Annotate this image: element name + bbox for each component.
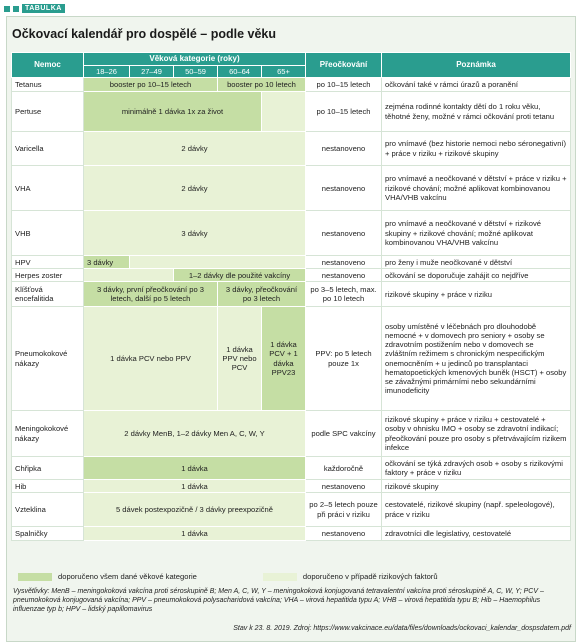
schedule-cell: 2 dávky [84, 132, 306, 166]
table-row [12, 527, 571, 541]
header-age: 50–59 [174, 66, 218, 78]
disease-name: Hib [12, 480, 84, 493]
header-age: 27–49 [130, 66, 174, 78]
disease-name: Vzteklina [12, 493, 84, 527]
schedule-cell: 1 dávka PCV nebo PPV [84, 307, 218, 411]
disease-name: Meningokokové nákazy [12, 411, 84, 457]
schedule-cell-empty [130, 256, 306, 269]
table-row [12, 256, 571, 269]
schedule-cell: 2 dávky [84, 166, 306, 211]
disease-name: Klíšťová encefalitida [12, 282, 84, 307]
table-row [12, 269, 571, 282]
note-cell: očkování se týká zdravých osob + osoby s rizikovými faktory + práce v riziku [382, 457, 571, 480]
legend-swatch-risk [263, 573, 297, 581]
disease-name: Varicella [12, 132, 84, 166]
revaccination-cell: nestanoveno [306, 256, 382, 269]
table-row [12, 493, 571, 527]
note-cell: cestovatelé, rizikové skupiny (např. speleologové), práce v riziku [382, 493, 571, 527]
revaccination-cell: nestanoveno [306, 166, 382, 211]
schedule-cell: 3 dávky [84, 211, 306, 256]
table-row [12, 480, 571, 493]
tag-label: TABULKA [22, 4, 65, 13]
note-cell: zdravotníci dle legislativy, cestovatelé [382, 527, 571, 541]
schedule-cell: 2 dávky MenB, 1–2 dávky Men A, C, W, Y [84, 411, 306, 457]
table-row [12, 132, 571, 166]
revaccination-cell: nestanoveno [306, 527, 382, 541]
table-row [12, 78, 571, 92]
table-row [12, 411, 571, 457]
note-cell: zejména rodinné kontakty dětí do 1 roku věku, těhotné ženy, možné v rámci očkování proti tetanu [382, 92, 571, 132]
table-row [12, 92, 571, 132]
header-age-category: Věková kategorie (roky) [84, 53, 306, 66]
note-cell: očkování také v rámci úrazů a poranění [382, 78, 571, 92]
revaccination-cell: nestanoveno [306, 480, 382, 493]
table-row [12, 166, 571, 211]
note-cell: osoby umístěné v léčebnách pro dlouhodobě nemocné + v domovech pro seniory + osoby se zdravotním postižením nebo v domovech se zvláštním režimem s chronickým nespecifickým onemocněním + u jedinců po transplantaci hematopoetických kmenových buněk (HSCT) + osoby se závažnými primárními nebo sekundárními imunodeficity [382, 307, 571, 411]
note-cell: rizikové skupiny + práce v riziku + cestovatelé + osoby v ohnisku IMO + osoby se zdravotní indikací; přeočkování pouze pro osoby s přetrvávajícím rizikem infekce [382, 411, 571, 457]
revaccination-cell: každoročně [306, 457, 382, 480]
tag-square-icon [4, 6, 10, 12]
legend-label-risk: doporučeno v případě rizikových faktorů [302, 572, 438, 581]
schedule-cell: 1 dávka [84, 480, 306, 493]
schedule-cell: 1 dávka PPV nebo PCV [218, 307, 262, 411]
revaccination-cell: po 10–15 letech [306, 92, 382, 132]
vaccination-table [11, 52, 571, 541]
revaccination-cell: nestanoveno [306, 269, 382, 282]
schedule-cell: 3 dávky, přeočkování po 3 letech [218, 282, 306, 307]
legend-swatch-all [18, 573, 52, 581]
revaccination-cell: nestanoveno [306, 132, 382, 166]
schedule-cell: 1 dávka PCV + 1 dávka PPV23 [262, 307, 306, 411]
legend-label-all: doporučeno všem dané věkové kategorie [58, 572, 197, 581]
header-note: Poznámka [382, 53, 571, 78]
source-text: Stav k 23. 8. 2019. Zdroj: https://www.vakcinace.eu/data/files/downloads/ockovaci_kalendar_dospsdatem.pdf [233, 625, 571, 632]
header-age: 60–64 [218, 66, 262, 78]
table-row [12, 457, 571, 480]
header-disease: Nemoc [12, 53, 84, 78]
schedule-cell: 1–2 dávky dle použité vakcíny [174, 269, 306, 282]
note-cell: pro ženy i muže neočkované v dětství [382, 256, 571, 269]
table-row [12, 307, 571, 411]
note-cell: rizikové skupiny + práce v riziku [382, 282, 571, 307]
revaccination-cell: po 3–5 letech, max. po 10 letech [306, 282, 382, 307]
disease-name: Tetanus [12, 78, 84, 92]
schedule-cell: 3 dávky [84, 256, 130, 269]
tag-square-icon [13, 6, 19, 12]
disease-name: VHA [12, 166, 84, 211]
schedule-cell-empty [84, 269, 174, 282]
revaccination-cell: nestanoveno [306, 211, 382, 256]
table-tag [4, 4, 65, 13]
note-cell: pro vnímavé a neočkované v dětství + rizikové skupiny + rizikové chování; možné aplikovat kombinovanou VHA/VHB vakcínu [382, 211, 571, 256]
disease-name: VHB [12, 211, 84, 256]
table-row [12, 282, 571, 307]
header-age: 65+ [262, 66, 306, 78]
note-cell: pro vnímavé a neočkované v dětství + práce v riziku + rizikové chování; možné aplikovat kombinovanou VHA/VHB vakcínu [382, 166, 571, 211]
revaccination-cell: po 10–15 letech [306, 78, 382, 92]
schedule-cell: booster po 10 letech [218, 78, 306, 92]
note-cell: očkování se doporučuje zahájit co nejdříve [382, 269, 571, 282]
schedule-cell: 3 dávky, první přeočkování po 3 letech, další po 5 letech [84, 282, 218, 307]
schedule-cell: 1 dávka [84, 527, 306, 541]
explanation-text: Vysvětlivky: MenB – meningokoková vakcína proti séroskupině B; Men A, C, W, Y – meningokoková konjugovaná tetravalentní vakcína proti séroskupině A, C, W, Y; PCV – pneumokoková konjugovaná vakcína; PPV – pneumokoková polysacharidová vakcína; VHA – virová hepatitida typu A; VHB – virová hepatitida typu B; Hib – Haemophilus influenzae typ b; HPV – lidský papillomavirus [13, 588, 544, 614]
disease-name: Pertuse [12, 92, 84, 132]
disease-name: Pneumokokové nákazy [12, 307, 84, 411]
schedule-cell: 5 dávek postexpozičně / 3 dávky preexpozičně [84, 493, 306, 527]
schedule-cell: minimálně 1 dávka 1x za život [84, 92, 262, 132]
header-age: 18–26 [84, 66, 130, 78]
revaccination-cell: podle SPC vakcíny [306, 411, 382, 457]
header-revaccination: Přeočkování [306, 53, 382, 78]
note-cell: rizikové skupiny [382, 480, 571, 493]
legend [18, 572, 438, 581]
note-cell: pro vnímavé (bez historie nemoci nebo séronegativní) + práce v riziku + rizikové skupiny [382, 132, 571, 166]
revaccination-cell: PPV: po 5 letech pouze 1x [306, 307, 382, 411]
disease-name: Chřipka [12, 457, 84, 480]
revaccination-cell: po 2–5 letech pouze při práci v riziku [306, 493, 382, 527]
schedule-cell-empty [262, 92, 306, 132]
table-row [12, 211, 571, 256]
disease-name: Spalničky [12, 527, 84, 541]
schedule-cell: booster po 10–15 letech [84, 78, 218, 92]
page-title: Očkovací kalendář pro dospělé – podle věku [12, 27, 276, 41]
disease-name: Herpes zoster [12, 269, 84, 282]
disease-name: HPV [12, 256, 84, 269]
schedule-cell: 1 dávka [84, 457, 306, 480]
